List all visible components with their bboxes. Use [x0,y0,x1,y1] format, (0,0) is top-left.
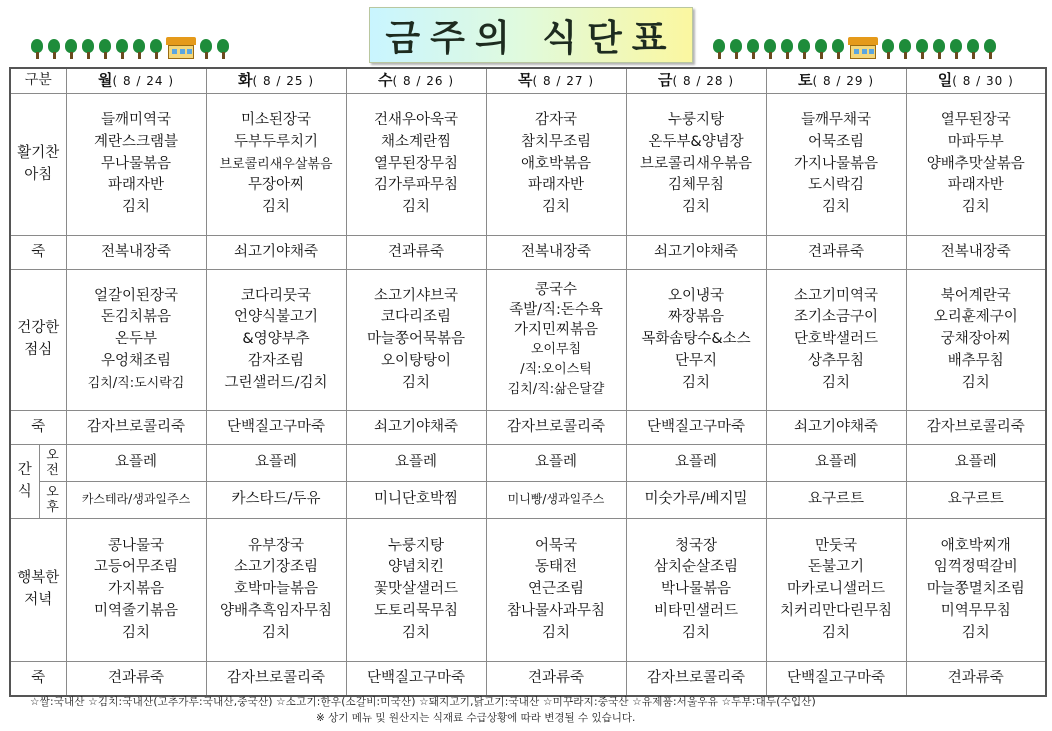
menu-item: 고등어무조림 [93,559,179,576]
menu-cell [66,662,206,697]
menu-item: 쇠고기야채죽 [233,243,319,260]
menu-item: 열무된장무침 [373,155,459,172]
menu-cell [66,411,206,445]
row-label [10,270,66,411]
menu-cell [66,94,206,236]
menu-item: 연근조림 [527,581,585,598]
menu-item: 코다리조림 [380,309,452,326]
row-label-text: 건강한 [17,320,60,337]
menu-item: 요플레 [954,454,997,471]
row-label: 오 전 [39,445,66,482]
menu-item: 비타민샐러드 [653,602,739,619]
tree-icon [797,39,811,59]
menu-item: 김치 [681,199,710,216]
menu-item: 그린샐러드/김치 [224,374,328,391]
menu-cell [346,236,486,270]
menu-cell [906,662,1046,697]
menu-item: 요플레 [674,454,718,471]
menu-cell [486,236,626,270]
breakfast-row [10,94,1046,236]
menu-item: 파래자반 [107,177,165,194]
menu-item: 김치 [961,199,990,216]
menu-item: 견과류죽 [527,669,585,686]
day-header [346,68,486,94]
menu-item: &영양부추 [242,331,310,348]
tree-icon [712,39,726,59]
menu-item: 가지나물볶음 [793,155,879,172]
day-date: ( 8 / 24 ) [112,73,175,88]
menu-item: 상추무침 [807,352,865,369]
menu-item: 온두부 [114,331,158,348]
menu-item: 두부두루치기 [233,133,319,150]
menu-item: 감자브로콜리죽 [86,418,186,435]
row-label: 오 후 [39,482,66,519]
menu-item: 무나물볶음 [100,155,172,172]
lunch-row [10,270,1046,411]
day-header [486,68,626,94]
menu-item: 김치 [401,199,430,216]
menu-item: 김치 [681,624,710,641]
menu-item: 오이무침 [530,342,582,357]
menu-cell [766,482,906,519]
meal-table [9,67,1047,697]
day-date: ( 8 / 25 ) [252,73,315,88]
menu-item: 오리훈제구이 [933,309,1018,326]
menu-item: 쇠고기야채죽 [653,243,739,260]
menu-item: 참치무조림 [520,133,592,150]
day-date: ( 8 / 30 ) [952,73,1014,88]
menu-item: 쇠고기야채죽 [793,418,879,435]
row-label [10,662,66,697]
row-label-text: 식 [17,483,32,500]
day-header [766,68,906,94]
tree-icon [132,39,146,59]
row-label-text: 죽 [31,418,46,435]
menu-cell [206,270,346,411]
menu-item: 치커리만다린무침 [779,602,893,619]
menu-cell [486,662,626,697]
tree-icon [115,39,129,59]
menu-item: 김치 [401,374,430,391]
menu-item: 김치/직:삶은달걀 [507,382,605,397]
menu-item: 김치 [821,374,850,391]
decoration-right [712,37,1000,59]
menu-cell [346,411,486,445]
day-header [66,68,206,94]
menu-item: 박나물볶음 [660,581,732,598]
menu-item: 콩나물국 [107,537,165,554]
menu-item: 파래자반 [947,177,1004,194]
menu-item: 전복내장죽 [520,243,592,260]
day-header-row [10,68,1046,94]
menu-item: 김치 [401,624,430,641]
menu-cell [626,94,766,236]
menu-cell [766,411,906,445]
tree-icon [814,39,828,59]
menu-item: 삼치순살조림 [653,559,739,576]
menu-cell [486,411,626,445]
menu-item: 소고기장조림 [233,559,319,576]
menu-cell [766,270,906,411]
menu-cell [906,445,1046,482]
day-date: ( 8 / 29 ) [812,73,875,88]
menu-cell [906,411,1046,445]
menu-item: 요플레 [254,454,298,471]
menu-item: 궁채장아찌 [940,331,1011,348]
day-date: ( 8 / 26 ) [392,73,455,88]
menu-item: 양배추흑임자무침 [219,602,333,619]
menu-cell [486,445,626,482]
header [0,0,1052,66]
menu-item: 미니단호박찜 [373,491,459,508]
menu-item: 소고기샤브국 [373,287,459,304]
juk2-row [10,411,1046,445]
menu-item: 채소계란찜 [380,133,452,150]
menu-item: 청국장 [674,537,718,554]
row-label-text: 간 [17,461,32,478]
menu-item: 쇠고기야채죽 [373,418,459,435]
day-name: 토 [797,70,813,89]
menu-item: 김치 [121,199,150,216]
tree-icon [881,39,895,59]
day-header [906,68,1046,94]
menu-item: 김치 [681,374,710,391]
menu-item: 김가루파무침 [373,177,459,194]
row-label [10,236,66,270]
tree-icon [898,39,912,59]
menu-cell [626,236,766,270]
row-label-text: 저녁 [24,592,53,608]
menu-cell [206,519,346,662]
menu-item: 온두부&양념장 [648,133,744,150]
menu-item: 미역줄기볶음 [93,602,179,619]
menu-item: 우엉채조림 [100,352,172,369]
menu-cell [766,445,906,482]
menu-item: 김치 [541,199,570,216]
menu-item: 돈김치볶음 [100,309,172,326]
menu-item: 동태전 [534,559,578,576]
header-label: 구분 [10,68,66,94]
tree-icon [983,39,997,59]
menu-cell [346,94,486,236]
menu-item: 북어계란국 [940,287,1011,304]
menu-item: 김치 [961,374,990,391]
menu-item: 미소된장국 [240,112,312,128]
footnote-origin: ☆쌀:국내산 ☆김치:국내산(고추가루:국내산,중국산) ☆소고기:한우(소갈비:미국산) ☆돼지고기,닭고기:국내산 ☆미꾸라지:중국산 ☆유제품:서울우유 ☆두부:대두(수입산) [30,696,816,708]
menu-cell [486,94,626,236]
menu-cell [206,411,346,445]
menu-item: 김치 [261,624,290,641]
menu-cell [206,94,346,236]
menu-cell [766,236,906,270]
decoration-left [30,37,233,59]
menu-cell [626,482,766,519]
menu-item: 요플레 [814,454,858,471]
menu-cell [346,662,486,697]
menu-item: 요플레 [114,454,158,471]
menu-item: 카스타드/두유 [231,491,321,508]
day-header [206,68,346,94]
menu-item: 단백질고구마죽 [226,418,326,435]
menu-cell [626,445,766,482]
tree-icon [98,39,112,59]
menu-item: 오이탕탕이 [380,352,452,369]
tree-icon [949,39,963,59]
menu-item: 감자브로콜리죽 [226,669,326,686]
menu-item: 언양식불고기 [233,309,319,326]
menu-item: 배추무침 [947,352,1004,369]
menu-item: 무장아찌 [247,177,305,194]
menu-cell [66,270,206,411]
dinner-row [10,519,1046,662]
footnote-notice: ※ 상기 메뉴 및 원산지는 식재료 수급상황에 따라 변경될 수 있습니다. [316,712,636,724]
menu-item: 돈불고기 [807,559,865,576]
row-label-text: 죽 [31,669,46,686]
day-name: 수 [377,70,393,89]
menu-item: 마늘쫑멸치조림 [926,581,1025,598]
menu-item: 누룽지탕 [387,537,445,554]
row-label-text: 죽 [31,243,46,260]
menu-cell [626,411,766,445]
menu-item: 만둣국 [814,537,858,554]
menu-item: 파래자반 [527,177,585,194]
menu-cell [766,662,906,697]
menu-item: 오이냉국 [667,287,725,304]
menu-item: 어묵조림 [807,133,865,150]
menu-item: 얼갈이된장국 [93,287,179,304]
tree-icon [932,39,946,59]
menu-item: 김체무침 [667,177,725,194]
menu-item: 견과류죽 [807,243,865,260]
menu-item: 참나물사과무침 [506,602,606,619]
tree-icon [64,39,78,59]
menu-item: 열무된장국 [940,112,1011,128]
menu-cell [486,519,626,662]
menu-item: 들깨무채국 [800,112,872,128]
house-icon [166,37,196,59]
menu-item: 호박마늘볶음 [233,581,319,598]
menu-item: 단호박샐러드 [793,331,879,348]
tree-icon [780,39,794,59]
menu-item: 카스테라/생과일주스 [81,492,191,507]
menu-item: 단무지 [674,352,718,369]
page-title: 금주의 식단표 [369,7,693,63]
menu-item: 마파두부 [947,133,1004,150]
menu-item: 견과류죽 [387,243,445,260]
tree-icon [149,39,163,59]
snack-pm-row [10,482,1046,519]
menu-item: 애호박찌개 [940,537,1011,554]
juk3-row [10,662,1046,697]
menu-item: 브로콜리새우살볶음 [219,156,333,172]
menu-item: 김치 [541,624,570,641]
menu-item: 도토리묵무침 [373,602,459,619]
menu-cell [906,94,1046,236]
day-name: 화 [237,70,253,89]
row-label [10,445,39,519]
menu-cell [346,519,486,662]
tree-icon [915,39,929,59]
day-date: ( 8 / 27 ) [532,73,595,88]
day-name: 일 [937,70,953,89]
menu-cell [346,445,486,482]
row-label [10,94,66,236]
menu-cell [206,445,346,482]
menu-cell [906,519,1046,662]
menu-item: 유부장국 [247,537,305,554]
menu-item: 견과류죽 [107,669,165,686]
menu-item: 애호박볶음 [520,155,592,172]
menu-item: 소고기미역국 [793,287,879,304]
juk1-row [10,236,1046,270]
menu-cell [66,482,206,519]
menu-item: 미역무무침 [940,602,1011,619]
menu-item: 마늘쫑어묵볶음 [366,331,466,348]
menu-cell [906,236,1046,270]
menu-item: /직:오이스틱 [520,362,592,377]
menu-item: 요구르트 [807,491,865,508]
row-label-text: 아침 [24,166,53,183]
menu-item: 감자브로콜리죽 [646,669,746,686]
menu-cell [906,482,1046,519]
menu-item: 브로콜리새우볶음 [639,155,753,172]
menu-item: 마카로니샐러드 [786,581,886,598]
menu-item: 단백질고구마죽 [366,669,466,686]
tree-icon [81,39,95,59]
row-label [10,519,66,662]
day-name: 목 [517,70,533,89]
menu-cell [766,519,906,662]
menu-item: 가지볶음 [107,581,165,598]
menu-item: 양배추맛살볶음 [926,155,1025,172]
tree-icon [966,39,980,59]
menu-item: 목화솜탕수&소스 [641,331,751,348]
menu-item: 짜장볶음 [667,309,725,326]
menu-item: 임꺽정떡갈비 [933,559,1018,576]
tree-icon [30,39,44,59]
menu-cell [66,519,206,662]
menu-item: 어묵국 [534,537,578,554]
menu-item: 도시락김 [807,177,865,194]
menu-item: 김치 [961,624,990,641]
day-header [626,68,766,94]
snack-am-row [10,445,1046,482]
menu-item: 누룽지탕 [667,112,725,128]
menu-item: 전복내장죽 [940,243,1011,260]
menu-item: 계란스크램블 [93,133,179,150]
menu-cell [626,270,766,411]
menu-item: 코다리뭇국 [240,287,312,304]
menu-item: 양념치킨 [387,559,445,576]
menu-item: 단백질고구마죽 [786,669,886,686]
menu-cell [906,270,1046,411]
menu-item: 요플레 [534,454,578,471]
tree-icon [729,39,743,59]
menu-item: 감자조림 [247,352,305,369]
menu-cell [626,519,766,662]
menu-item: 감자브로콜리죽 [506,418,606,435]
day-name: 금 [657,70,673,89]
menu-item: 콩국수 [534,282,578,298]
menu-item: 감자브로콜리죽 [926,418,1025,435]
menu-item: 견과류죽 [947,669,1004,686]
menu-item: 가지민찌볶음 [513,322,599,338]
menu-item: 김치 [121,624,150,641]
row-label-text: 활기찬 [17,144,60,161]
menu-cell [66,236,206,270]
row-label-text: 행복한 [17,570,60,587]
menu-item: 김치 [821,199,850,216]
menu-cell [206,236,346,270]
day-date: ( 8 / 28 ) [672,73,735,88]
tree-icon [746,39,760,59]
menu-cell [346,482,486,519]
house-icon [848,37,878,59]
menu-item: 들깨미역국 [100,112,172,128]
menu-item: 전복내장죽 [100,243,172,260]
menu-item: 조기소금구이 [793,309,879,326]
menu-item: 김치/직:도시락김 [87,375,185,391]
menu-cell [346,270,486,411]
menu-item: 족발/직:돈수육 [509,302,603,318]
tree-icon [763,39,777,59]
menu-item: 미숫가루/베지밀 [644,491,748,508]
menu-item: 요플레 [394,454,438,471]
menu-cell [206,662,346,697]
menu-item: 미니빵/생과일주스 [507,492,605,507]
menu-item: 건새우아욱국 [373,112,459,128]
tree-icon [216,39,230,59]
tree-icon [47,39,61,59]
menu-cell [486,482,626,519]
menu-cell [206,482,346,519]
menu-cell [766,94,906,236]
tree-icon [831,39,845,59]
menu-item: 김치 [821,624,850,641]
row-label-text: 점심 [24,342,53,358]
tree-icon [199,39,213,59]
menu-item: 꽃맛살샐러드 [373,581,459,598]
menu-cell [626,662,766,697]
day-name: 월 [97,70,113,89]
menu-item: 단백질고구마죽 [646,418,746,435]
menu-item: 요구르트 [947,491,1004,508]
row-label [10,411,66,445]
menu-cell [66,445,206,482]
menu-item: 김치 [261,199,290,216]
menu-cell [486,270,626,411]
menu-item: 감자국 [534,112,578,128]
